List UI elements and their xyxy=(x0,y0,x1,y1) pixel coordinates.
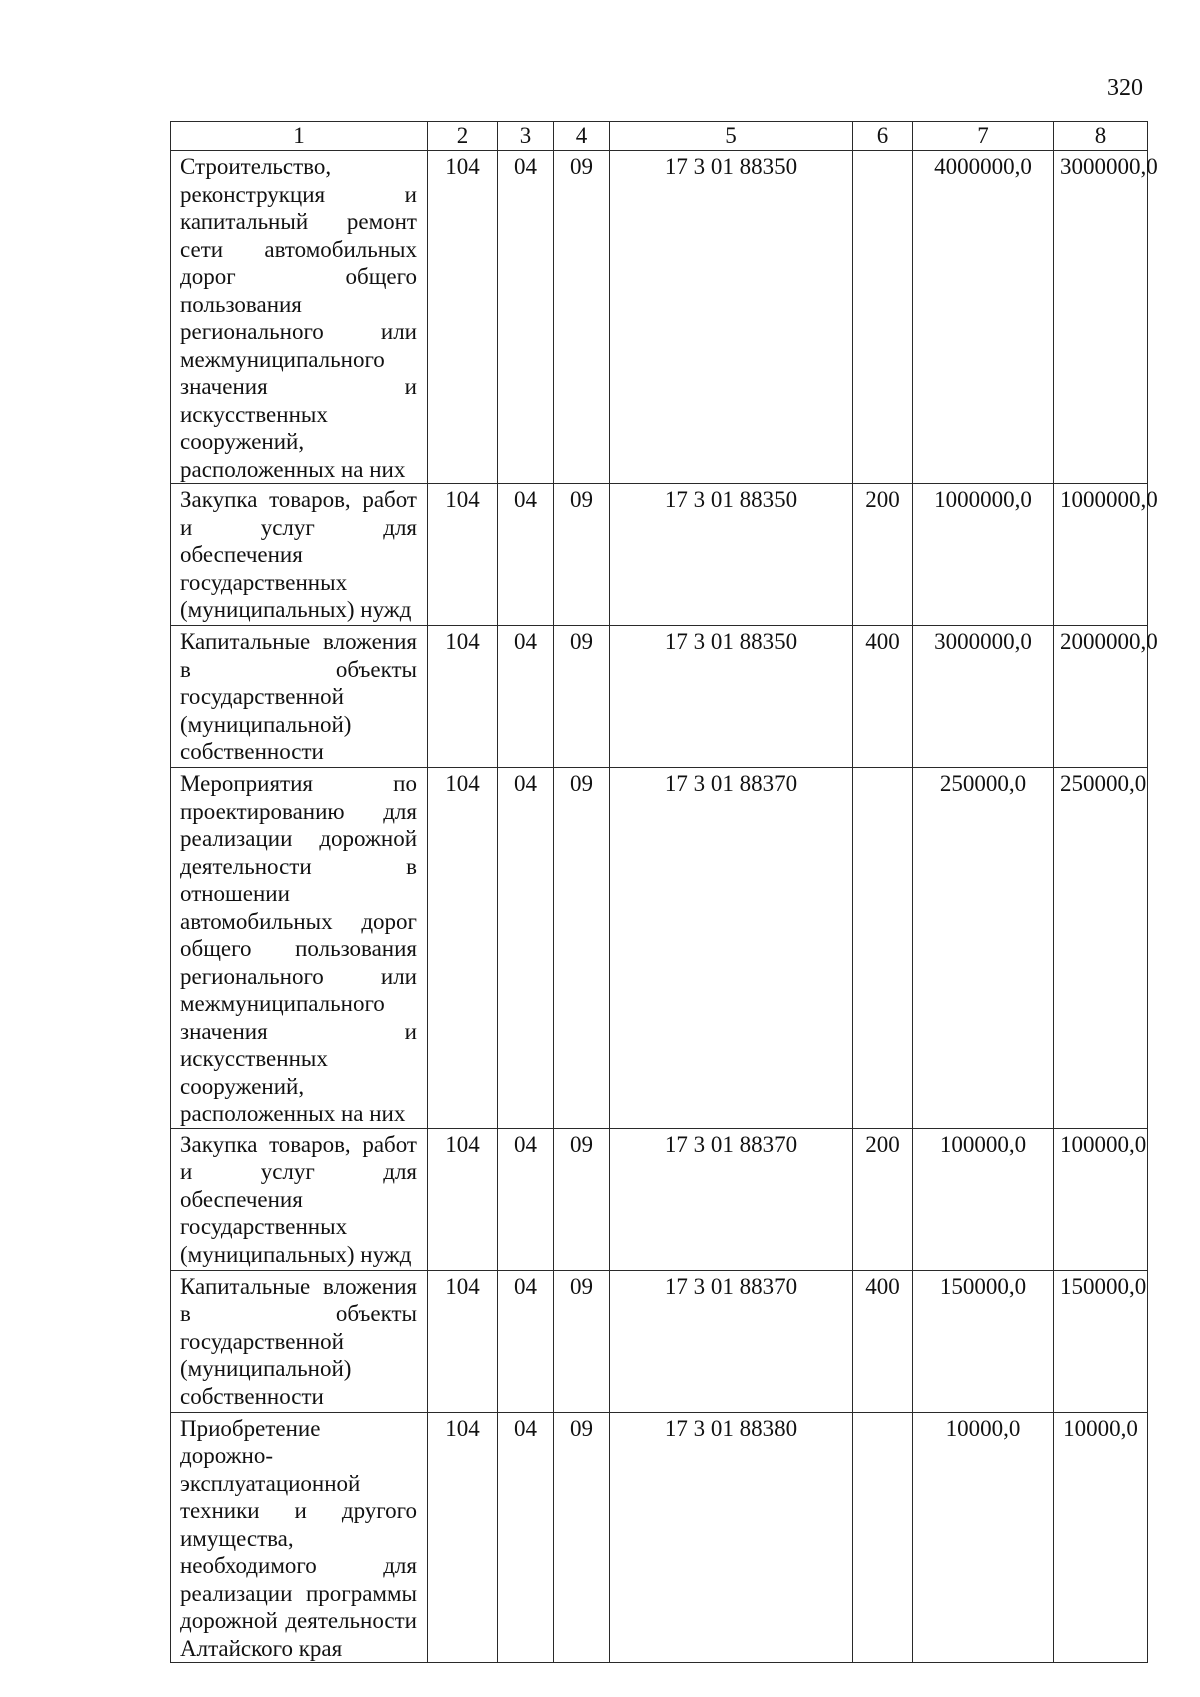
amount-col-8: 150000,0 xyxy=(1054,1270,1148,1412)
code-col-2: 104 xyxy=(428,1270,498,1412)
table-row xyxy=(171,768,1148,1129)
amount-col-7: 250000,0 xyxy=(913,768,1054,1129)
code-col-4: 09 xyxy=(554,151,610,484)
code-col-3: 04 xyxy=(498,626,554,768)
expense-type-code: 200 xyxy=(853,484,913,626)
target-article-code: 17 3 01 88370 xyxy=(610,768,853,1129)
expense-type-code xyxy=(853,768,913,1129)
amount-col-8: 1000000,0 xyxy=(1054,484,1148,626)
table-row xyxy=(171,1412,1148,1663)
expense-type-code xyxy=(853,1412,913,1663)
code-col-3: 04 xyxy=(498,1270,554,1412)
item-name: Закупка товаров, работ и услуг для обеспечения государственных (муниципальных) нужд xyxy=(171,1128,428,1270)
table-header xyxy=(171,122,1148,151)
expense-type-code: 400 xyxy=(853,626,913,768)
target-article-code: 17 3 01 88350 xyxy=(610,484,853,626)
item-name: Приобретение дорожно-эксплуатационной техники и другого имущества, необходимого для реализации программы дорожной деятельности Алтайского края xyxy=(171,1412,428,1663)
code-col-2: 104 xyxy=(428,626,498,768)
amount-col-7: 1000000,0 xyxy=(913,484,1054,626)
table-row xyxy=(171,1270,1148,1412)
code-col-4: 09 xyxy=(554,768,610,1129)
page-number: 320 xyxy=(1107,75,1143,101)
code-col-4: 09 xyxy=(554,1412,610,1663)
amount-col-8: 10000,0 xyxy=(1054,1412,1148,1663)
item-name: Мероприятия по проектированию для реализации дорожной деятельности в отношении автомобильных дорог общего пользования регионального или межмуниципального значения и искусственных сооружений, расположенных на них xyxy=(171,768,428,1129)
amount-col-7: 10000,0 xyxy=(913,1412,1054,1663)
target-article-code: 17 3 01 88350 xyxy=(610,151,853,484)
target-article-code: 17 3 01 88380 xyxy=(610,1412,853,1663)
target-article-code: 17 3 01 88370 xyxy=(610,1128,853,1270)
item-name: Строительство, реконструкция и капитальный ремонт сети автомобильных дорог общего пользования регионального или межмуниципального значения и искусственных сооружений, расположенных на них xyxy=(171,151,428,484)
table-row xyxy=(171,626,1148,768)
code-col-4: 09 xyxy=(554,484,610,626)
header-col-4: 4 xyxy=(554,122,610,151)
amount-col-7: 150000,0 xyxy=(913,1270,1054,1412)
header-col-1: 1 xyxy=(171,122,428,151)
code-col-2: 104 xyxy=(428,1128,498,1270)
expense-type-code: 200 xyxy=(853,1128,913,1270)
code-col-4: 09 xyxy=(554,1270,610,1412)
amount-col-7: 100000,0 xyxy=(913,1128,1054,1270)
item-name: Закупка товаров, работ и услуг для обеспечения государственных (муниципальных) нужд xyxy=(171,484,428,626)
code-col-4: 09 xyxy=(554,626,610,768)
budget-table xyxy=(170,121,1158,1663)
amount-col-7: 4000000,0 xyxy=(913,151,1054,484)
amount-col-8: 3000000,0 xyxy=(1054,151,1148,484)
amount-col-7: 3000000,0 xyxy=(913,626,1054,768)
code-col-2: 104 xyxy=(428,151,498,484)
target-article-code: 17 3 01 88350 xyxy=(610,626,853,768)
code-col-2: 104 xyxy=(428,768,498,1129)
expense-type-code: 400 xyxy=(853,1270,913,1412)
table-row xyxy=(171,484,1148,626)
header-row xyxy=(171,122,1148,151)
code-col-3: 04 xyxy=(498,151,554,484)
amount-col-8: 2000000,0 xyxy=(1054,626,1148,768)
code-col-3: 04 xyxy=(498,1412,554,1663)
code-col-2: 104 xyxy=(428,484,498,626)
code-col-2: 104 xyxy=(428,1412,498,1663)
table-row xyxy=(171,1128,1148,1270)
header-col-2: 2 xyxy=(428,122,498,151)
code-col-3: 04 xyxy=(498,1128,554,1270)
header-col-3: 3 xyxy=(498,122,554,151)
amount-col-8: 100000,0 xyxy=(1054,1128,1148,1270)
code-col-4: 09 xyxy=(554,1128,610,1270)
target-article-code: 17 3 01 88370 xyxy=(610,1270,853,1412)
expense-type-code xyxy=(853,151,913,484)
item-name: Капитальные вложения в объекты государственной (муниципальной) собственности xyxy=(171,1270,428,1412)
item-name: Капитальные вложения в объекты государственной (муниципальной) собственности xyxy=(171,626,428,768)
header-col-8: 8 xyxy=(1054,122,1148,151)
table-body xyxy=(171,151,1158,1663)
table-row xyxy=(171,151,1148,484)
code-col-3: 04 xyxy=(498,768,554,1129)
header-col-5: 5 xyxy=(610,122,853,151)
code-col-3: 04 xyxy=(498,484,554,626)
header-col-7: 7 xyxy=(913,122,1054,151)
header-col-6: 6 xyxy=(853,122,913,151)
amount-col-8: 250000,0 xyxy=(1054,768,1148,1129)
